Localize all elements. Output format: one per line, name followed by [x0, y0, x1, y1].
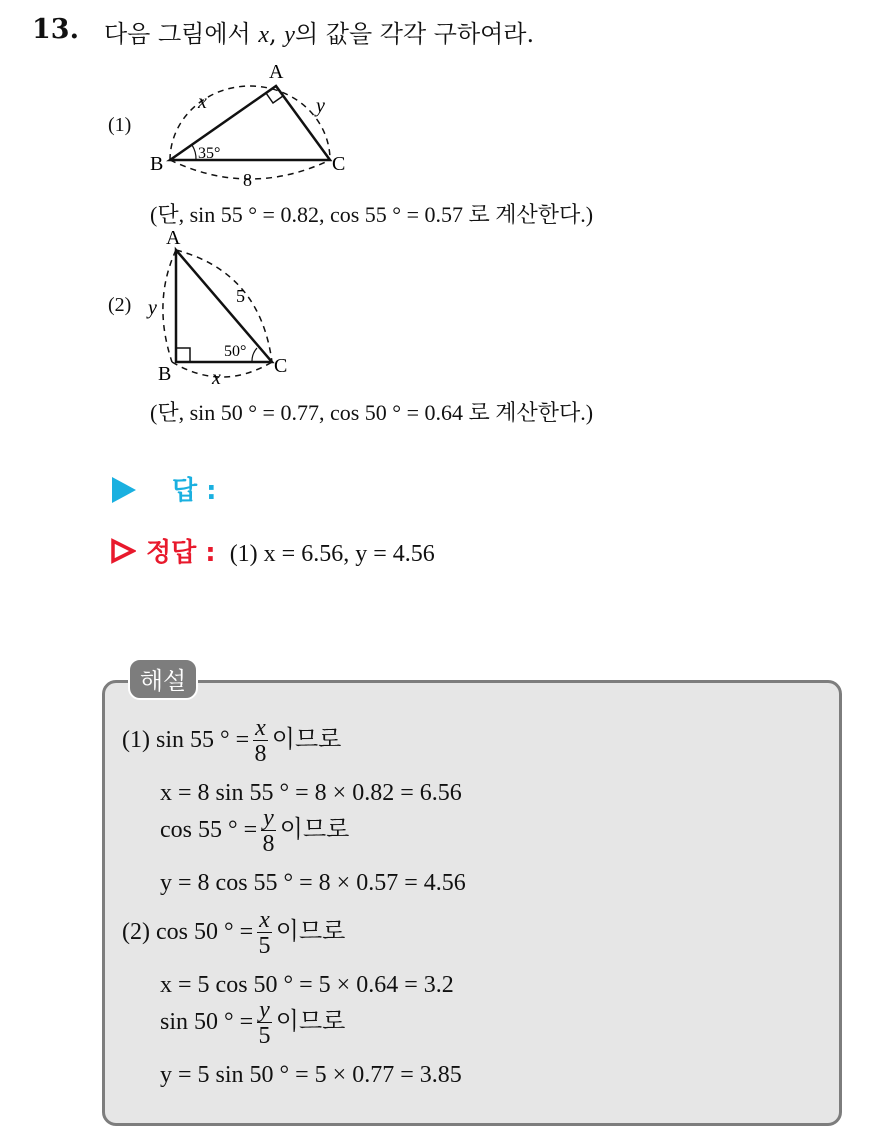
figure2-angle-label: 50° — [224, 343, 247, 360]
question-text-prefix: 다음 그림에서 — [104, 20, 259, 48]
figure2-angle-arc — [252, 348, 257, 362]
figure1-vertex-c: C — [332, 153, 346, 175]
fraction-2-denominator: 8 — [262, 831, 275, 857]
solution-line-3 — [160, 806, 349, 857]
outline-triangle-icon — [110, 538, 136, 564]
figure2-side-y: y — [148, 297, 157, 319]
figure2-side-x: x — [212, 367, 221, 389]
solution-fraction-4 — [257, 998, 272, 1049]
figure2-vertex-b: B — [158, 363, 172, 385]
fraction-3-denominator: 5 — [258, 933, 271, 959]
play-triangle-icon — [112, 477, 136, 503]
solution-fraction-2 — [261, 806, 276, 857]
solution-line-6: x = 5 cos 50 ° = 5 × 0.64 = 3.2 — [160, 972, 454, 998]
solution-line-5-pre: (2) cos 50 ° = — [122, 919, 254, 946]
figure2-vertex-c: C — [274, 355, 288, 377]
figure2-dashed-arc-bottom — [172, 362, 272, 377]
question-var-y: y — [284, 22, 295, 48]
solution-line-1 — [122, 716, 341, 767]
figure1-side-y: y — [316, 95, 325, 117]
fraction-3-numerator: x — [259, 907, 270, 933]
question-text-suffix: 의 값을 각각 구하여라. — [294, 20, 535, 48]
solution-line-4: y = 8 cos 55 ° = 8 × 0.57 = 4.56 — [160, 870, 466, 896]
figure1-label: (1) — [108, 114, 132, 136]
figure1-angle-label: 35° — [198, 145, 221, 162]
figure1-note: (단, sin 55 ° = 0.82, cos 55 ° = 0.57 로 계산한다.) — [150, 202, 594, 227]
solution-line-2: x = 8 sin 55 ° = 8 × 0.82 = 6.56 — [160, 780, 462, 806]
fraction-4-denominator: 5 — [258, 1023, 271, 1049]
question-number: 13. — [32, 14, 79, 45]
fraction-2-numerator: y — [263, 805, 274, 831]
solution-line-7-pre: sin 50 ° = — [160, 1009, 254, 1036]
figure1-base-label: 8 — [243, 170, 252, 190]
figure1-side-x: x — [198, 91, 207, 113]
solution-fraction-1 — [253, 716, 268, 767]
figure2-vertex-a: A — [166, 227, 181, 249]
figure2-hyp-label: 5 — [236, 286, 245, 306]
key-answer-label: 정답 : — [146, 538, 216, 568]
answer-row — [112, 470, 217, 507]
fraction-1-denominator: 8 — [254, 741, 267, 767]
figure2-triangle-diagram — [140, 222, 310, 392]
solution-line-1-pre: (1) sin 55 ° = — [122, 727, 250, 754]
question-var-x: x — [258, 22, 270, 48]
question-text — [104, 14, 534, 49]
key-answer-value: (1) x = 6.56, y = 4.56 — [229, 541, 435, 567]
figure1-vertex-a: A — [269, 61, 284, 83]
figure1-vertex-b: B — [150, 153, 164, 175]
solution-line-8: y = 5 sin 50 ° = 5 × 0.77 = 3.85 — [160, 1062, 462, 1088]
key-answer-row — [110, 532, 435, 569]
solution-line-3-pre: cos 55 ° = — [160, 817, 258, 844]
fraction-1-numerator: x — [255, 715, 266, 741]
solution-line-5 — [122, 908, 345, 959]
figure1-triangle-diagram — [140, 56, 370, 192]
figure2-label: (2) — [108, 294, 132, 316]
figure2-dashed-arc-left — [163, 250, 176, 362]
solution-line-5-post: 이므로 — [275, 919, 346, 946]
solution-line-3-post: 이므로 — [279, 817, 350, 844]
solution-line-7 — [160, 998, 345, 1049]
solution-line-7-post: 이므로 — [275, 1009, 346, 1036]
question-comma: , — [269, 20, 285, 48]
solution-fraction-3 — [257, 908, 272, 959]
answer-label: 답 : — [172, 476, 217, 506]
figure2-note: (단, sin 50 ° = 0.77, cos 50 ° = 0.64 로 계산한다.) — [150, 400, 594, 425]
solution-line-1-post: 이므로 — [271, 727, 342, 754]
fraction-4-numerator: y — [259, 997, 270, 1023]
figure1-angle-arc — [192, 145, 196, 160]
solution-tab: 해설 — [128, 658, 198, 700]
figure1-right-angle-mark — [266, 93, 283, 103]
figure2-right-angle-mark — [176, 348, 190, 362]
